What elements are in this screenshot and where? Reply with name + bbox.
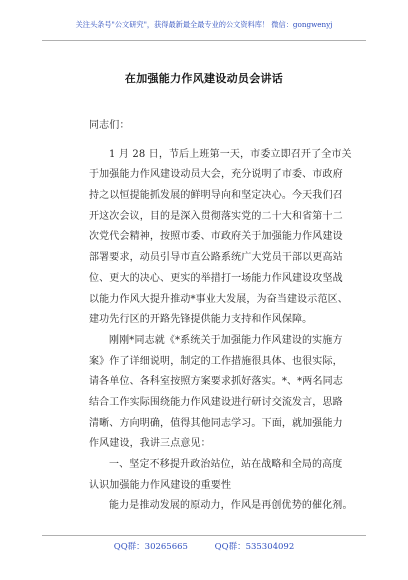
- paragraph-line: 开这次会议，目的是深入贯彻落实党的二十大和省第十二: [89, 210, 343, 222]
- paragraph-line: 请各单位、各科室按照方案要求抓好落实。*、*两名同志: [89, 376, 343, 388]
- paragraph-line: 建功先行区的开路先锋提供能力支持和作风保障。: [89, 314, 313, 326]
- section-heading: 认识加强能力作风建设的重要性: [89, 479, 232, 491]
- footer-divider: [42, 535, 366, 536]
- paragraph-line: 1 月 28 日，节后上班第一天，市委立即召开了全市关: [109, 148, 352, 160]
- promo-footer: [0, 540, 408, 552]
- salutation: 同志们：: [89, 120, 130, 131]
- qq-group-2: QQ群：535304092: [214, 542, 295, 552]
- section-heading: 一、坚定不移提升政治站位，站在战略和全局的高度: [109, 459, 343, 470]
- document-title: 在加强能力作风建设动员会讲话: [124, 72, 284, 85]
- paragraph-line: 能力是推动发展的原动力，作风是再创优势的催化剂。: [109, 500, 353, 512]
- paragraph-line: 结合工作实际围绕能力作风建设进行研讨交流发言，思路: [89, 396, 343, 408]
- paragraph-line: 作风建设，我讲三点意见：: [89, 438, 211, 450]
- paragraph-line: 部署要求，动员引导市直公路系统广大党员干部以更高站: [89, 252, 343, 264]
- header-divider: [42, 40, 366, 41]
- document-body: [89, 116, 357, 517]
- paragraph-line: 于加强能力作风建设动员大会，充分说明了市委、市政府: [89, 169, 343, 181]
- paragraph-line: 次党代会精神，按照市委、市政府关于加强能力作风建设: [89, 231, 343, 243]
- paragraph-line: 清晰、方向明确，值得其他同志学习。下面，就加强能力: [89, 417, 343, 429]
- promo-header: 关注头条号"公文研究"，获得最新最全最专业的公文资料库！ 微信：gongwenyj: [75, 20, 333, 29]
- paragraph-line: 位、更大的决心、更实的举措打一场能力作风建设攻坚战: [89, 272, 343, 284]
- qq-group-1: QQ群：30265665: [113, 542, 188, 552]
- paragraph-line: 刚刚*同志就《*系统关于加强能力作风建设的实施方: [109, 334, 343, 346]
- paragraph-line: 案》作了详细说明，制定的工作措施很具体、也很实际，: [89, 355, 343, 367]
- paragraph-line: 持之以恒提能抓发展的鲜明导向和坚定决心。今天我们召: [89, 190, 343, 202]
- paragraph-line: 以能力作风大提升推动*事业大发展，为奋当建设示范区、: [89, 293, 348, 305]
